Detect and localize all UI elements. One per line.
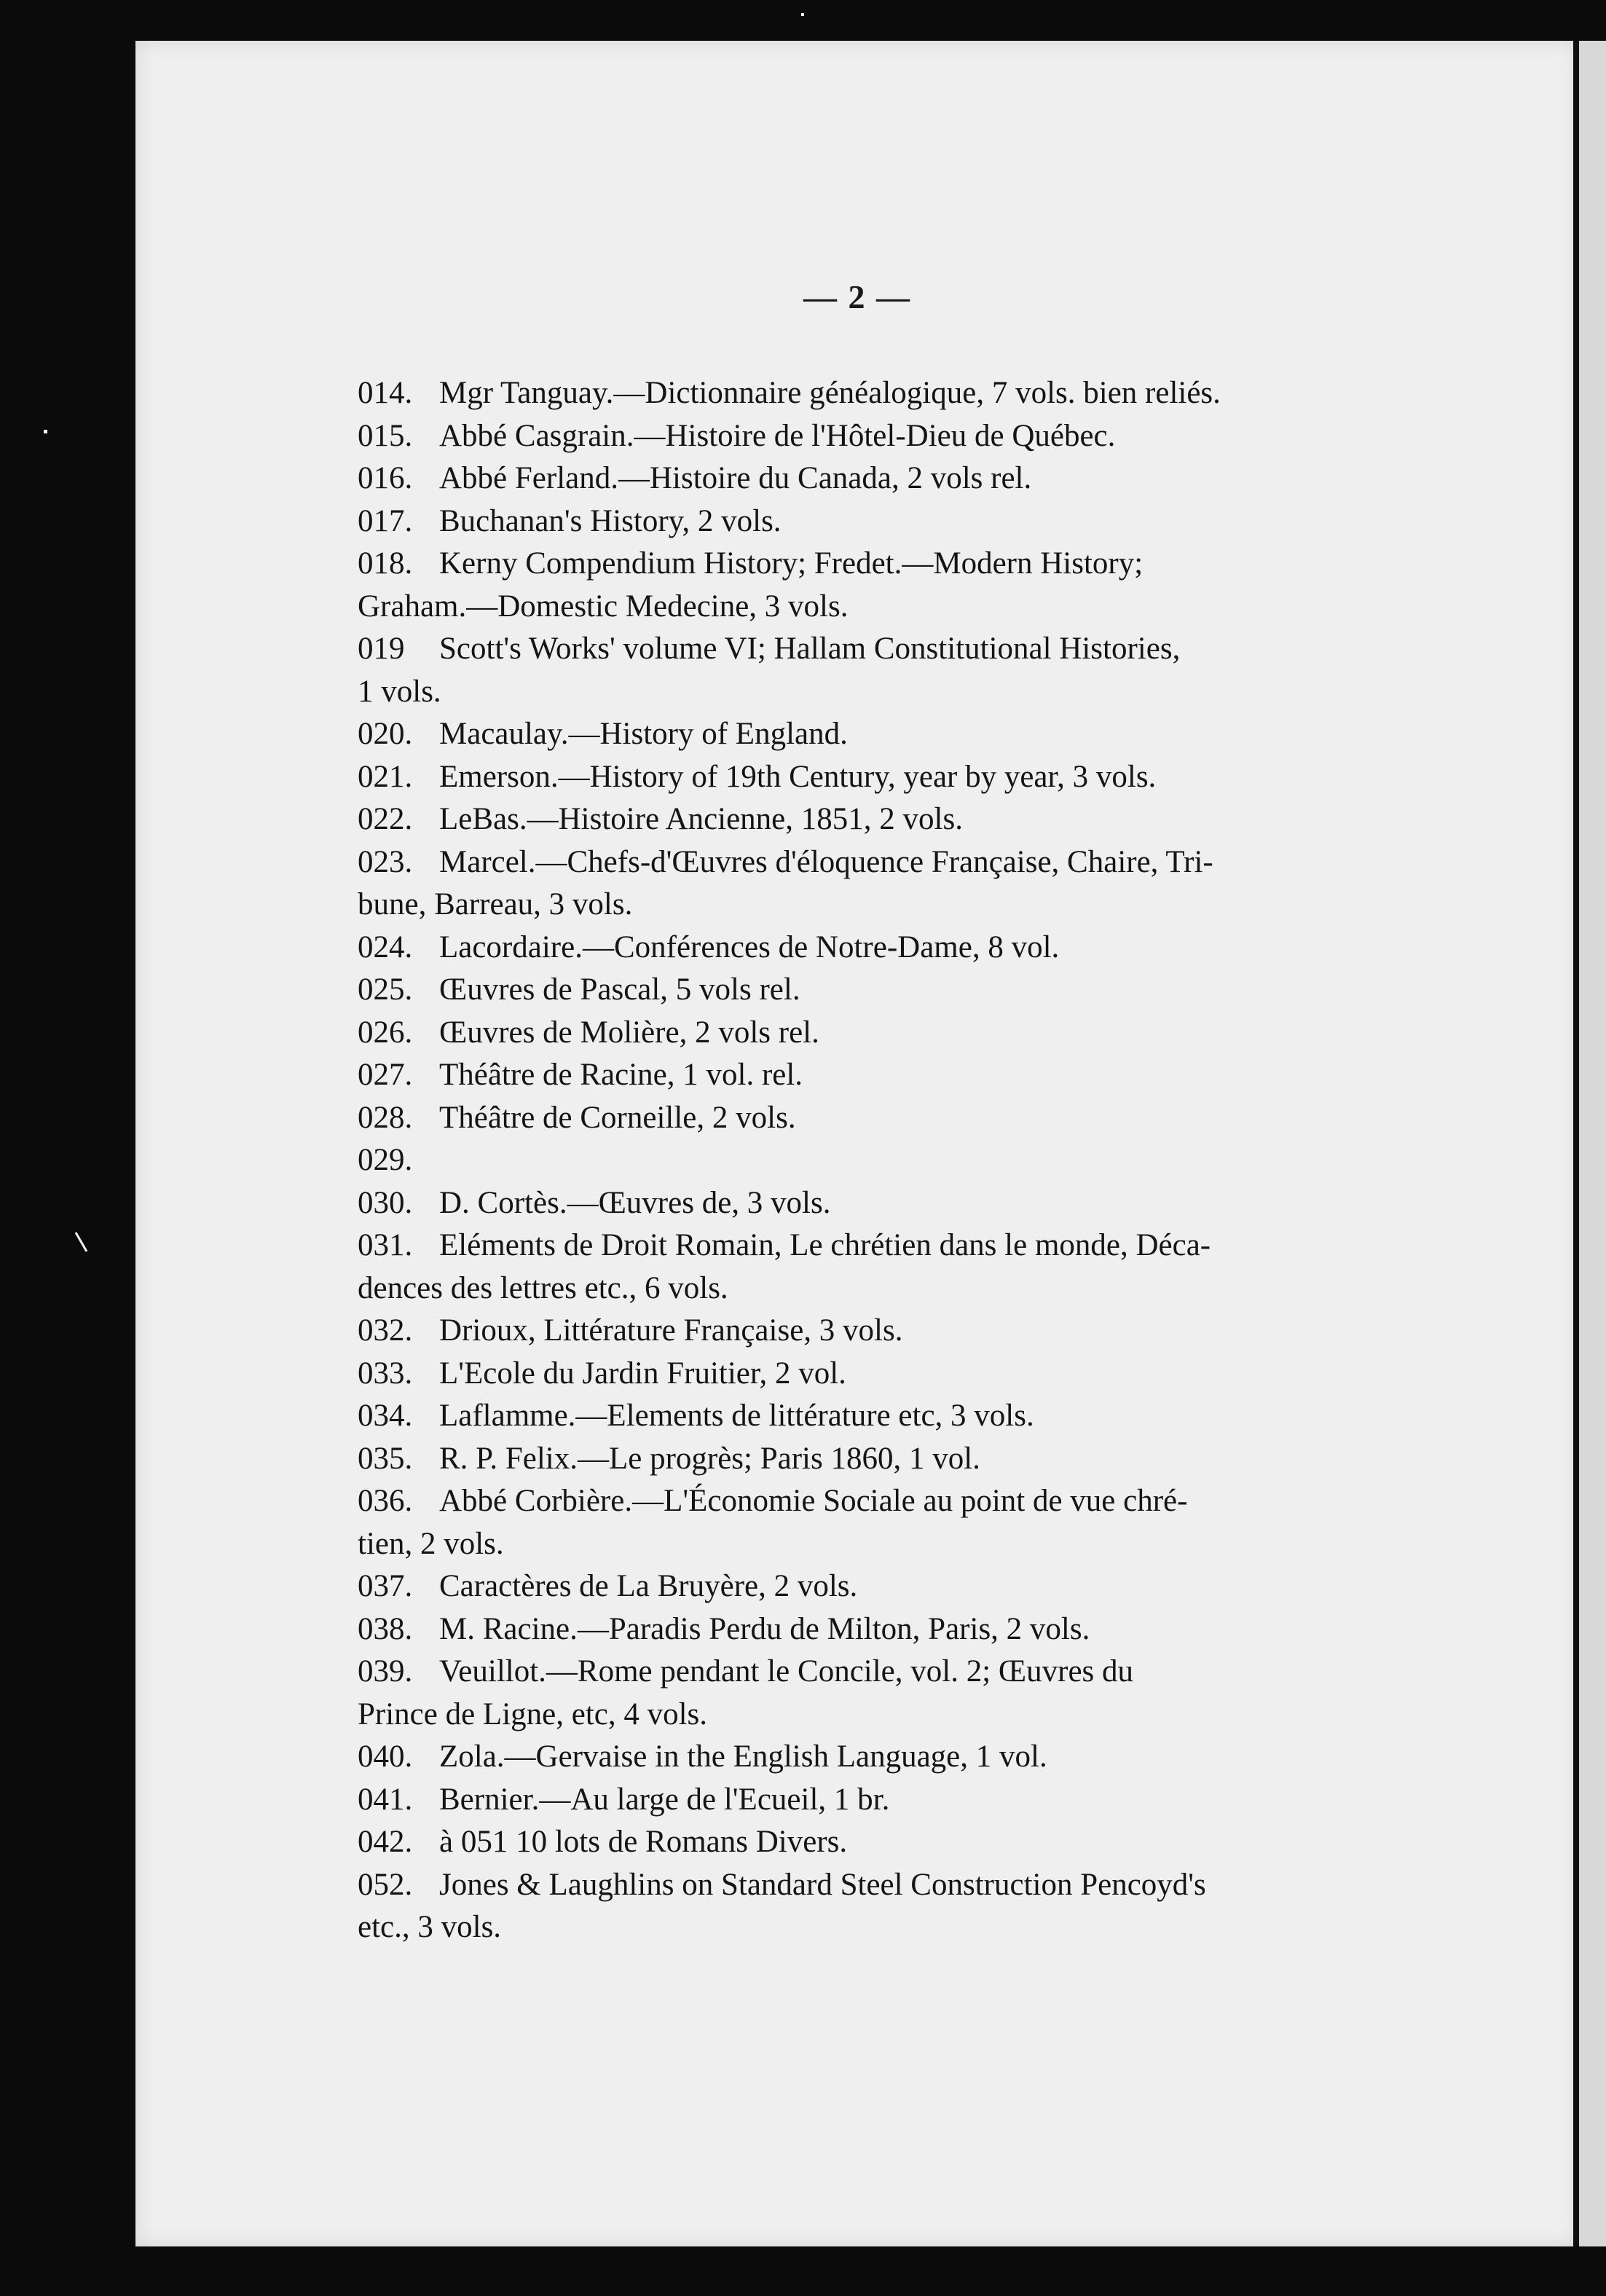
- entry-number: 026.: [358, 1015, 413, 1050]
- entry-number: 034.: [358, 1399, 413, 1433]
- entry-number: 038.: [358, 1611, 413, 1646]
- entry-number: 041.: [358, 1782, 413, 1817]
- catalog-entry: [358, 1779, 1570, 1822]
- catalog-entry: [358, 841, 1570, 927]
- entry-line: D. Cortès.—Œuvres de, 3 vols.: [439, 1185, 831, 1220]
- entry-text: [439, 1139, 1570, 1182]
- entry-line: Zola.—Gervaise in the English Language, 1 vol.: [439, 1739, 1047, 1774]
- entry-text: [439, 1821, 1570, 1864]
- entry-continuation-line: Graham.—Domestic Medecine, 3 vols.: [358, 589, 849, 624]
- entry-text: [439, 1012, 1570, 1055]
- entry-number: 025.: [358, 972, 413, 1007]
- entry-continuation-line: dences des lettres etc., 6 vols.: [358, 1270, 728, 1305]
- entry-text: [439, 1395, 1570, 1438]
- entry-text: [439, 372, 1570, 415]
- entry-text: [439, 1608, 1570, 1651]
- entry-text: [439, 1182, 1570, 1225]
- catalog-entry: [358, 1821, 1570, 1864]
- catalog-entry: [358, 1054, 1570, 1097]
- entry-line: Caractères de La Bruyère, 2 vols.: [439, 1569, 858, 1603]
- entry-continuation-line: bune, Barreau, 3 vols.: [358, 887, 633, 921]
- catalog-entry: [358, 798, 1570, 841]
- entry-line: Veuillot.—Rome pendant le Concile, vol. 2; Œuvres du: [439, 1654, 1134, 1688]
- entry-line: Abbé Ferland.—Histoire du Canada, 2 vols rel.: [439, 461, 1032, 495]
- catalog-entry: [358, 1182, 1570, 1225]
- catalog-entry: [358, 372, 1570, 415]
- entry-line: Jones & Laughlins on Standard Steel Construction Pencoyd's: [439, 1867, 1206, 1902]
- entry-continuation-line: etc., 3 vols.: [358, 1910, 502, 1944]
- entry-number: 029.: [358, 1143, 413, 1177]
- entry-line: Drioux, Littérature Française, 3 vols.: [439, 1313, 903, 1348]
- entry-text: [439, 457, 1570, 500]
- entry-line: à 051 10 lots de Romans Divers.: [439, 1825, 848, 1859]
- catalog-entry: [358, 1565, 1570, 1608]
- entry-line: Eléments de Droit Romain, Le chrétien dans le monde, Déca-: [439, 1228, 1211, 1262]
- catalog-entry: [358, 1224, 1570, 1310]
- entry-line: Théâtre de Racine, 1 vol. rel.: [439, 1058, 803, 1092]
- entry-text: [439, 1353, 1570, 1396]
- entry-text: [439, 713, 1570, 756]
- entry-text: [439, 1438, 1570, 1481]
- catalog-entry: [358, 1097, 1570, 1140]
- entry-number: 019: [358, 632, 405, 666]
- entry-number: 052.: [358, 1867, 413, 1902]
- entry-number: 018.: [358, 546, 413, 581]
- entry-text: [439, 1097, 1570, 1140]
- entry-number: 017.: [358, 503, 413, 538]
- entry-number: 015.: [358, 418, 413, 453]
- entry-text: [439, 1736, 1570, 1779]
- catalog-entry: [358, 969, 1570, 1012]
- entry-continuation-line: tien, 2 vols.: [358, 1526, 504, 1561]
- entry-line: Macaulay.—History of England.: [439, 717, 848, 751]
- catalog-entry: [358, 1608, 1570, 1651]
- entry-line: Abbé Casgrain.—Histoire de l'Hôtel-Dieu de Québec.: [439, 418, 1116, 453]
- page-number: — 2 —: [803, 278, 911, 315]
- entry-number: 042.: [358, 1825, 413, 1859]
- entry-number: 020.: [358, 717, 413, 751]
- entry-line: R. P. Felix.—Le progrès; Paris 1860, 1 vol.: [439, 1441, 980, 1476]
- catalog-entry: [358, 1310, 1570, 1353]
- entry-line: Marcel.—Chefs-d'Œuvres d'éloquence Française, Chaire, Tri-: [439, 844, 1213, 879]
- entry-number: 028.: [358, 1100, 413, 1135]
- catalog-entry: [358, 1438, 1570, 1481]
- entry-line: L'Ecole du Jardin Fruitier, 2 vol.: [439, 1356, 846, 1391]
- entry-line: Œuvres de Molière, 2 vols rel.: [439, 1015, 819, 1050]
- catalog-entry: [358, 1395, 1570, 1438]
- entry-continuation-line: Prince de Ligne, etc, 4 vols.: [358, 1697, 708, 1731]
- entry-number: 036.: [358, 1484, 413, 1518]
- entry-text: [439, 415, 1570, 458]
- catalog-entry-list: [358, 372, 1570, 1949]
- entry-number: 031.: [358, 1228, 413, 1262]
- catalog-entry: [358, 500, 1570, 543]
- catalog-entry: [358, 457, 1570, 500]
- entry-line: Mgr Tanguay.—Dictionnaire généalogique, 7 vols. bien reliés.: [439, 376, 1221, 410]
- entry-text: [439, 1565, 1570, 1608]
- entry-text: [439, 927, 1570, 970]
- entry-line: Buchanan's History, 2 vols.: [439, 503, 782, 538]
- entry-number: 037.: [358, 1569, 413, 1603]
- entry-text: [439, 756, 1570, 799]
- entry-line: Scott's Works' volume VI; Hallam Constitutional Histories,: [439, 632, 1181, 666]
- catalog-entry: [358, 756, 1570, 799]
- entry-number: 039.: [358, 1654, 413, 1688]
- entry-text: [439, 500, 1570, 543]
- entry-continuation-line: 1 vols.: [358, 674, 441, 709]
- catalog-entry: [358, 415, 1570, 458]
- catalog-entry: [358, 628, 1570, 713]
- entry-line: Lacordaire.—Conférences de Notre-Dame, 8 vol.: [439, 929, 1060, 964]
- entry-line: M. Racine.—Paradis Perdu de Milton, Paris, 2 vols.: [439, 1611, 1090, 1646]
- entry-line: Laflamme.—Elements de littérature etc, 3 vols.: [439, 1399, 1034, 1433]
- catalog-entry: [358, 1139, 1570, 1182]
- entry-line: Kerny Compendium History; Fredet.—Modern History;: [439, 546, 1144, 581]
- catalog-entry: [358, 1736, 1570, 1779]
- catalog-entry: [358, 1864, 1570, 1949]
- entry-number: 022.: [358, 802, 413, 836]
- entry-number: 016.: [358, 461, 413, 495]
- document-page: [135, 41, 1579, 2246]
- entry-number: 035.: [358, 1441, 413, 1476]
- entry-number: 021.: [358, 759, 413, 794]
- entry-number: 027.: [358, 1058, 413, 1092]
- entry-line: Théâtre de Corneille, 2 vols.: [439, 1100, 796, 1135]
- catalog-entry: [358, 543, 1570, 628]
- entry-text: [439, 1054, 1570, 1097]
- entry-line: Abbé Corbière.—L'Économie Sociale au point de vue chré-: [439, 1484, 1188, 1518]
- scan-speck: [75, 1232, 88, 1251]
- scan-speck: [44, 430, 47, 433]
- entry-text: [439, 969, 1570, 1012]
- catalog-entry: [358, 927, 1570, 970]
- entry-number: 030.: [358, 1185, 413, 1220]
- scan-speck: [801, 13, 804, 16]
- entry-text: [439, 798, 1570, 841]
- catalog-entry: [358, 1480, 1570, 1565]
- entry-number: 023.: [358, 844, 413, 879]
- catalog-entry: [358, 1012, 1570, 1055]
- adjacent-page-strip: [1579, 41, 1606, 2246]
- catalog-entry: [358, 713, 1570, 756]
- entry-number: 040.: [358, 1739, 413, 1774]
- entry-number: 032.: [358, 1313, 413, 1348]
- entry-number: 024.: [358, 929, 413, 964]
- entry-number: 014.: [358, 376, 413, 410]
- entry-line: Œuvres de Pascal, 5 vols rel.: [439, 972, 800, 1007]
- entry-number: 033.: [358, 1356, 413, 1391]
- page-edge-shadow: [1573, 41, 1579, 2246]
- entry-line: Emerson.—History of 19th Century, year by year, 3 vols.: [439, 759, 1157, 794]
- catalog-entry: [358, 1353, 1570, 1396]
- entry-text: [439, 1310, 1570, 1353]
- catalog-entry: [358, 1651, 1570, 1736]
- entry-line: LeBas.—Histoire Ancienne, 1851, 2 vols.: [439, 802, 963, 836]
- entry-line: Bernier.—Au large de l'Ecueil, 1 br.: [439, 1782, 890, 1817]
- entry-text: [439, 1779, 1570, 1822]
